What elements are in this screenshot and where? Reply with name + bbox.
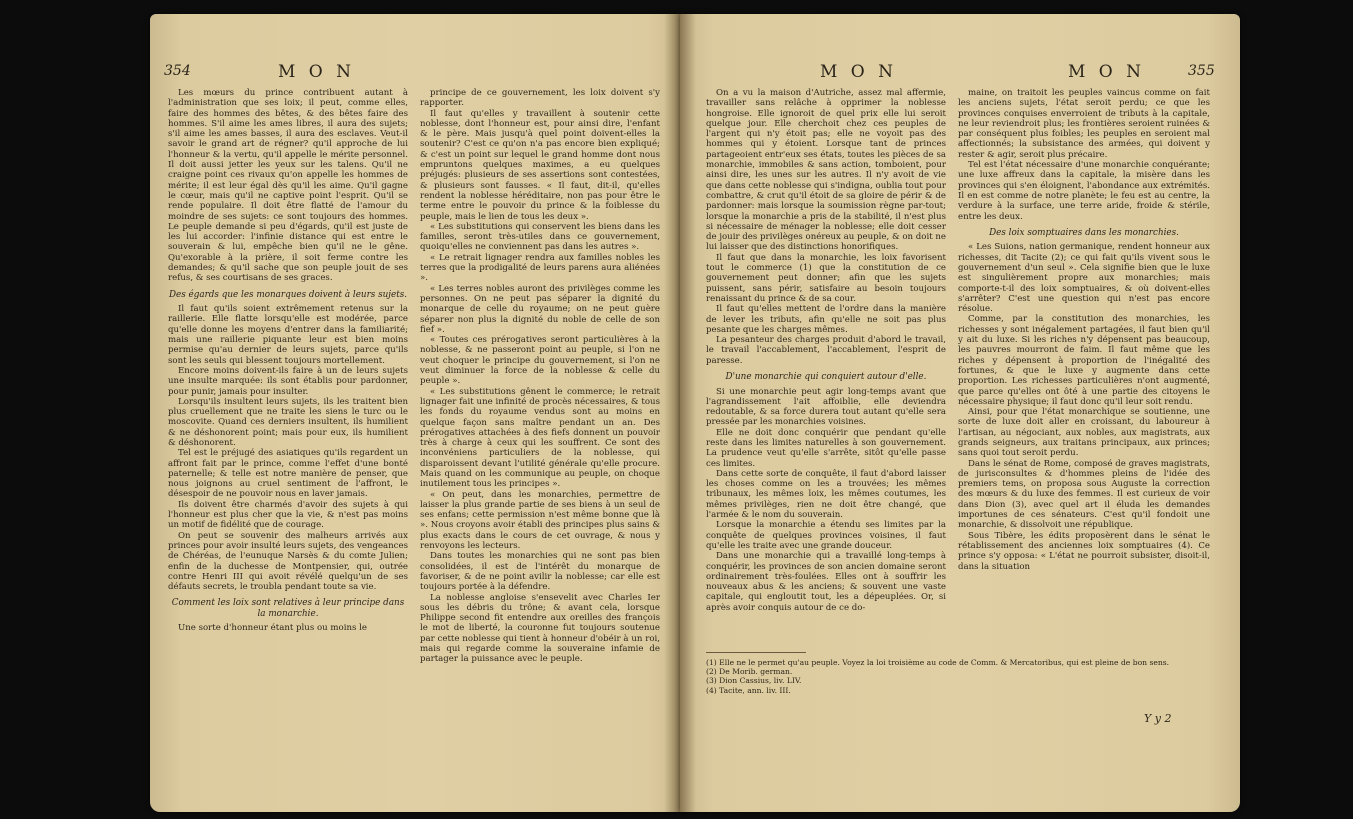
paragraph: « Les substitutions qui conservent les biens dans les familles, seront très-utiles dans ce gouvernement, quoiqu'elles ne conviennent pas dans les autres ». — [420, 221, 660, 253]
paragraph: « Toutes ces prérogatives seront particulières à la noblesse, & ne passeront point au peuple, si l'on ne veut choquer le principe du gouvernement, si l'on ne veut diminuer la force de la noblesse & celle du peuple ». — [420, 335, 660, 387]
paragraph: Ils doivent être charmés d'avoir des sujets à qui l'honneur est plus cher que la vie, & n'est pas moins un motif de fidélité que de courage. — [168, 499, 408, 531]
right-page-number: 355 — [1188, 63, 1215, 79]
paragraph: La noblesse angloise s'ensevelit avec Charles Ier sous les débris du trône; & avant cela, lorsque Philippe second fit entendre aux oreilles des françois le mot de liberté, la couronne fut toujours soutenue par cette noblesse qui tient à honneur d'obéir à un roi, mais qui regarde comme la souveraine infamie de partager la puissance avec le peuple. — [420, 592, 660, 665]
footnote: (3) Dion Cassius, liv. LIV. — [706, 676, 802, 686]
paragraph: Si une monarchie peut agir long-temps avant que l'agrandissement l'ait affoiblie, elle deviendra redoutable, & sa force durera tout autant qu'elle sera pressée par les monarchies voisines. — [706, 386, 946, 428]
paragraph: Tel est l'état nécessaire d'une monarchie conquérante; une luxe affreux dans la capitale, la misère dans les provinces qui s'en éloignent, l'abondance aux extrémités. Il en est comme de notre planète; le feu est au centre, la verdure à la surface, une terre aride, froide & stérile, entre les deux. — [958, 160, 1210, 222]
right-column-2 — [958, 88, 1210, 572]
signature-mark: Y y 2 — [1144, 712, 1172, 725]
right-column-1 — [706, 88, 946, 613]
right-page — [680, 14, 1240, 812]
paragraph: « Les Suions, nation germanique, rendent honneur aux richesses, dit Tacite (2); ce qui fait qu'ils vivent sous le gouvernement d'un seul ». Cela signifie bien que le luxe est singulièrement propre aux monarchies; mais comporte-t-il des loix somptuaires, & où doivent-elles s'arrêter? C'est une question qui n'est pas encore résolue. — [958, 242, 1210, 315]
paragraph: maine, on traitoit les peuples vaincus comme on fait les anciens sujets, l'état seroit perdu; ce que les provinces conquises enverroient de tributs à la capitale, ne leur reviendroit plus; les frontières seroient ruinées & par conséquent plus foibles; les peuples en seroient mal affectionnés; la subsistance des armées, qui doivent y rester & agir, seroit plus précaire. — [958, 88, 1210, 160]
left-column-2 — [420, 88, 660, 665]
paragraph: Sous Tibère, les édits proposèrent dans le sénat le rétablissement des anciennes loix somptuaires (4). Ce prince s'y opposa: « L'état ne pourroit subsister, disoit-il, dans la situation — [958, 530, 1210, 572]
paragraph: Lorsqu'ils insultent leurs sujets, ils les traitent bien plus cruellement que ne traite les siens le turc ou le moscovite. Quand ces derniers insultent, ils humilient & ne déshonorent point; mais pour eux, ils humilient & déshonorent. — [168, 396, 408, 448]
footnote: (2) De Morib. german. — [706, 667, 793, 677]
paragraph: On peut se souvenir des malheurs arrivés aux princes pour avoir insulté leurs sujets, des vengeances de Chéréas, de l'eunuque Narsès & du comte Julien; enfin de la duchesse de Montpensier, qui, outrée contre Henri III qui avoit révélé quelqu'un de ses défauts secrets, le troubla pendant toute sa vie. — [168, 530, 408, 593]
paragraph: « Le retrait lignager rendra aux familles nobles les terres que la prodigalité de leurs parens aura aliénées ». — [420, 252, 660, 284]
footnotes — [706, 658, 1210, 695]
paragraph: Lorsque la monarchie a étendu ses limites par la conquête de quelques provinces voisines, il faut qu'elle les traite avec une grande douceur. — [706, 520, 946, 551]
paragraph: On a vu la maison d'Autriche, assez mal affermie, travailler sans relâche à opprimer la noblesse hongroise. Elle ignoroit de quel prix elle lui seroit quelque jour. Elle cherchoit chez ces peuples de l'argent qui n'y étoit pas; elle ne voyoit pas des hommes qui y étoient. Lorsque tant de princes partageoient entr'eux ses états, toutes les pièces de sa monarchie, immobiles & sans action, tomboient, pour ainsi dire, les unes sur les autres. Il n'y avoit de vie que dans cette noblesse qui s'indigna, oublia tout pour combattre, & crut qu'il étoit de sa gloire de périr & de pardonner: mais lorsque la soumission règne par-tout; lorsque la monarchie a pris de la stabilité, il n'est plus si nécessaire de ménager la noblesse; elle doit cesser de jouir des privilèges onéreux au peuple, & on doit ne lui laisser que des distinctions honorifiques. — [706, 88, 946, 253]
paragraph: Il faut qu'elles y travaillent à soutenir cette noblesse, dont l'honneur est, pour ainsi dire, l'enfant & le père. Mais jusqu'à quel point doivent-elles la soutenir? C'est ce qu'on n'a pas encore bien expliqué; & c'est un point sur lequel le grand homme dont nous empruntons quelques maximes, a eu quelques préjugés: plusieurs de ses assertions sont contestées, & plusieurs sont fausses. « Il faut, dit-il, qu'elles rendent la noblesse héréditaire, non pas pour être le terme entre le pouvoir du prince & la foiblesse du peuple, mais le lien de tous les deux ». — [420, 108, 660, 222]
right-headword-left: M O N — [820, 62, 898, 82]
paragraph: « Les substitutions gênent le commerce; le retrait lignager fait une infinité de procès nécessaires, & tous les fonds du royaume vendus sont au moins en quelque façon sans maître pendant un an. Des prérogatives attachées à des fiefs donnent un pouvoir très à charge à ceux qui les souffrent. Ce sont des inconvéniens particuliers de la noblesse, qui disparoissent devant l'utilité générale qu'elle procure. Mais quand on les communique au peuple, on choque inutilement tous les principes ». — [420, 386, 660, 490]
paragraph: Il faut qu'elles mettent de l'ordre dans la manière de lever les tributs, afin qu'elle ne soit pas plus pesante que les charges mêmes. — [706, 304, 946, 335]
right-headword-right: M O N — [1068, 62, 1146, 82]
left-page-number: 354 — [164, 63, 191, 79]
paragraph: Comme, par la constitution des monarchies, les richesses y sont inégalement partagées, il faut bien qu'il y ait du luxe. Si les riches n'y dépensent pas beaucoup, les pauvres mourront de faim. Il faut même que les riches y dépensent à proportion de l'inégalité des fortunes, & que le luxe y augmente dans cette proportion. Les richesses particulières n'ont augmenté, que parce qu'elles ont ôté à une partie des citoyens le nécessaire physique; il faut donc qu'il leur soit rendu. — [958, 314, 1210, 407]
left-headword: M O N — [278, 62, 356, 82]
paragraph: Encore moins doivent-ils faire à un de leurs sujets une insulte marquée: ils sont établis pour pardonner, pour punir, jamais pour insulter. — [168, 365, 408, 397]
footnote: (4) Tacite, ann. liv. III. — [706, 685, 791, 695]
paragraph: principe de ce gouvernement, les loix doivent s'y rapporter. — [420, 88, 660, 109]
section-heading: D'une monarchie qui conquiert autour d'elle. — [725, 372, 927, 383]
paragraph: Dans toutes les monarchies qui ne sont pas bien consolidées, il est de l'intérêt du monarque de favoriser, & de ne point avilir la noblesse; car elle est toujours portée à la défendre. — [420, 551, 660, 593]
paragraph: Elle ne doit donc conquérir que pendant qu'elle reste dans les limites naturelles à son gouvernement. La prudence veut qu'elle s'arrête, sitôt qu'elle passe ces limites. — [706, 427, 946, 469]
paragraph: Les mœurs du prince contribuent autant à l'administration que ses loix; il peut, comme elles, faire des hommes des bêtes, & des bêtes faire des hommes. S'il aime les ames libres, il aura des sujets; s'il aime les ames basses, il aura des esclaves. Veut-il savoir le grand art de régner? qu'il approche de lui l'honneur & la vertu, qu'il appelle le mérite personnel. Il doit aussi jetter les yeux sur les talens. Qu'il ne craigne point ces rivaux qu'on appelle les hommes de mérite; il est leur égal dès qu'il les aime. Qu'il gagne le cœur, mais qu'il ne captive point l'esprit. Qu'il se rende populaire. Il doit être flatté de l'amour du moindre de ses sujets: ce sont toujours des hommes. Le peuple demande si peu d'égards, qu'il est juste de les lui accorder: l'infinie distance qui est entre le souverain & lui, empêche bien qu'il ne le gêne. Qu'exorable à la prière, il soit ferme contre les demandes; & qu'il sache que son peuple jouit de ses refus, & ses courtisans de ses graces. — [168, 88, 408, 284]
footnote: (1) Elle ne le permet qu'au peuple. Voyez la loi troisième au code de Comm. & Mercatoribus, qui est pleine de bon sens. — [706, 658, 1170, 667]
paragraph: « Les terres nobles auront des privilèges comme les personnes. On ne peut pas séparer la dignité du monarque de celle du royaume; on ne peut guère séparer non plus la dignité du noble de celle de son fief ». — [420, 283, 660, 335]
paragraph: Tel est le préjugé des asiatiques qu'ils regardent un affront fait par le prince, comme l'effet d'une bonté paternelle; & telle est notre manière de penser, que nous joignons au cruel sentiment de l'affront, le désespoir de ne pouvoir nous en laver jamais. — [168, 448, 408, 500]
paragraph: Dans cette sorte de conquête, il faut d'abord laisser les choses comme on les a trouvées; les mêmes tribunaux, les mêmes loix, les mêmes coutumes, les mêmes privilèges, rien ne doit être changé, que l'armée & le nom du souverain. — [706, 468, 946, 521]
paragraph: Il faut que dans la monarchie, les loix favorisent tout le commerce (1) que la constitution de ce gouvernement peut donner; afin que les sujets puissent, sans périr, satisfaire au besoin toujours renaissant du prince & de sa cour. — [706, 252, 946, 304]
left-column-1 — [168, 88, 408, 634]
section-heading: Des loix somptuaires dans les monarchies. — [989, 227, 1179, 238]
paragraph: Ainsi, pour que l'état monarchique se soutienne, une sorte de luxe doit aller en croissant, du laboureur à l'artisan, au négociant, aux nobles, aux magistrats, aux grands seigneurs, aux traitans principaux, aux princes; sans quoi tout seroit perdu. — [958, 407, 1210, 459]
section-heading: Des égards que les monarques doivent à leurs sujets. — [168, 289, 408, 300]
footnote-rule — [706, 652, 806, 653]
paragraph: Il faut qu'ils soient extrêmement retenus sur la raillerie. Elle flatte lorsqu'elle est modérée, parce qu'elle donne les moyens d'entrer dans la familiarité; mais une raillerie piquante leur est bien moins permise qu'au dernier de leurs sujets, parce qu'ils sont les seuls qui blessent toujours mortellement. — [168, 304, 408, 366]
left-page — [150, 14, 680, 812]
section-heading: Comment les loix sont relatives à leur principe dans la monarchie. — [171, 598, 405, 619]
paragraph: Une sorte d'honneur étant plus ou moins le — [178, 623, 367, 634]
paragraph: « On peut, dans les monarchies, permettre de laisser la plus grande partie de ses biens à un seul de ses enfans; cette permission n'est même bonne que là ». Nous croyons avoir établi des principes plus sains & plus exacts dans le cours de cet ouvrage, & nous y renvoyons les lecteurs. — [420, 489, 660, 552]
paragraph: La pesanteur des charges produit d'abord le travail, le travail l'accablement, l'accablement, l'esprit de paresse. — [706, 335, 946, 366]
paragraph: Dans une monarchie qui a travaillé long-temps à conquérir, les provinces de son ancien domaine seront ordinairement très-foulées. Elles ont à souffrir les nouveaux abus & les anciens; & souvent une vaste capitale, qui engloutit tout, les a dépeuplées. Or, si après avoir conquis autour de ce do- — [706, 551, 946, 613]
paragraph: Dans le sénat de Rome, composé de graves magistrats, de jurisconsultes & d'hommes pleins de l'idée des premiers tems, on proposa sous Auguste la correction des mœurs & du luxe des femmes. Il est curieux de voir dans Dion (3), avec quel art il éluda les demandes importunes de ces sénateurs. C'est qu'il fondoit une monarchie, & dissolvoit une république. — [958, 458, 1210, 531]
